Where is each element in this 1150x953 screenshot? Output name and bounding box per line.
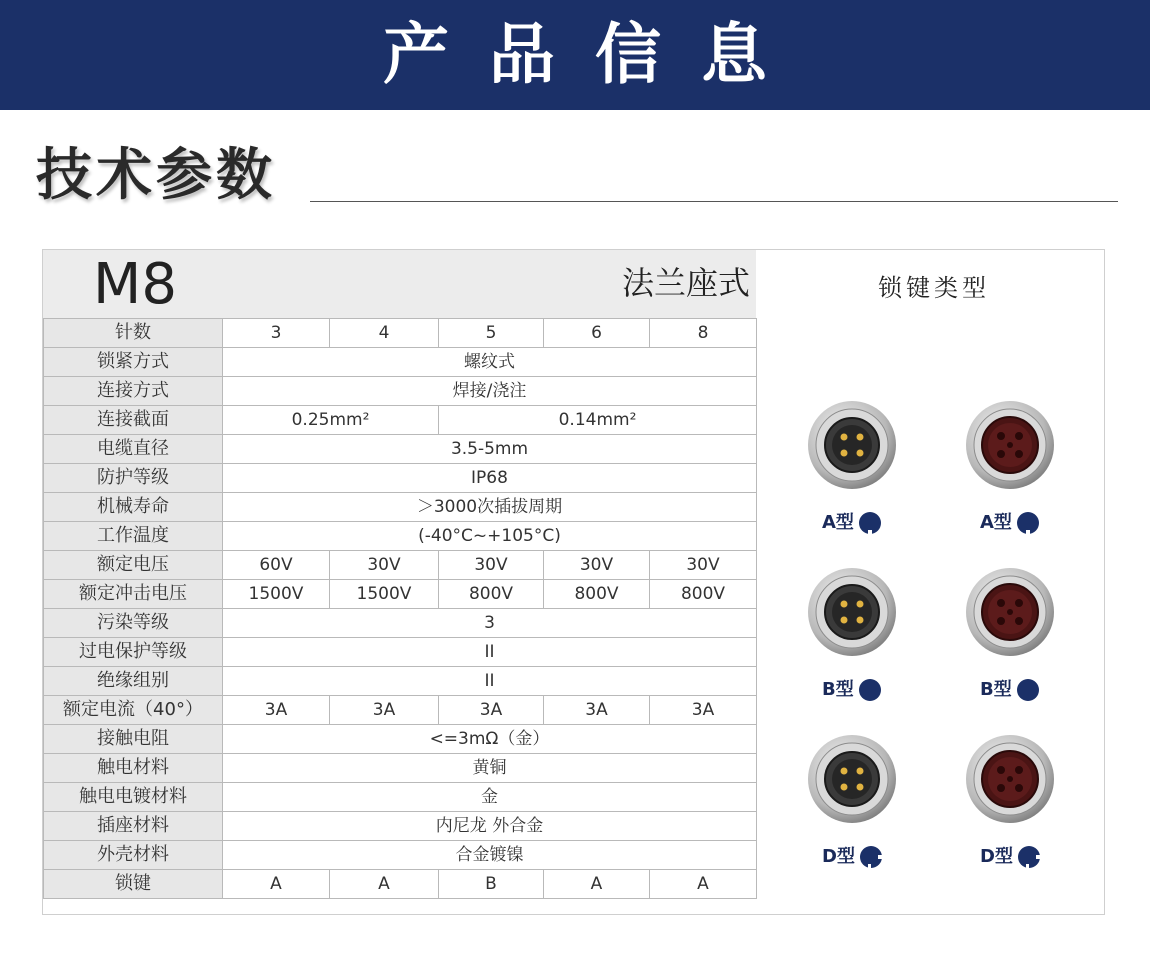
model-name: M8 <box>93 252 177 317</box>
pin-count-cell: 5 <box>439 319 544 348</box>
key-type-label <box>980 511 1040 535</box>
section-divider <box>310 201 1118 202</box>
model-header <box>43 250 756 318</box>
row-label: 插座材料 <box>44 812 223 841</box>
value-cell: 金 <box>223 783 757 812</box>
value-cell: (-40°C~+105°C) <box>223 522 757 551</box>
value-cell: 1500V <box>330 580 439 609</box>
header-banner <box>0 0 1150 110</box>
value-cell: 30V <box>330 551 439 580</box>
key-shape-icon <box>858 678 882 702</box>
value-cell: 30V <box>439 551 544 580</box>
table-row <box>44 638 757 667</box>
key-type-text: A型 <box>980 512 1012 533</box>
key-type-title: 锁键类型 <box>878 274 990 302</box>
table-row <box>44 377 757 406</box>
value-cell: 螺纹式 <box>223 348 757 377</box>
connector-male-icon <box>806 399 898 491</box>
banner-title: 产品信息 <box>383 16 807 93</box>
table-row <box>44 725 757 754</box>
value-cell: 800V <box>650 580 757 609</box>
row-label: 额定冲击电压 <box>44 580 223 609</box>
row-label: 防护等级 <box>44 464 223 493</box>
connector-male-icon <box>806 566 898 658</box>
row-label: 触电材料 <box>44 754 223 783</box>
value-cell: A <box>223 870 330 899</box>
table-row <box>44 406 757 435</box>
row-label: 工作温度 <box>44 522 223 551</box>
value-cell: 黄铜 <box>223 754 757 783</box>
key-shape-icon <box>859 845 883 869</box>
pin-count-cell: 3 <box>223 319 330 348</box>
value-cell: II <box>223 638 757 667</box>
row-label: 机械寿命 <box>44 493 223 522</box>
connector-male-icon <box>806 733 898 825</box>
value-cell: 3A <box>650 696 757 725</box>
row-label: 绝缘组别 <box>44 667 223 696</box>
value-cell: A <box>330 870 439 899</box>
section-title: 技术参数 <box>36 143 276 208</box>
pin-count-cell: 6 <box>544 319 650 348</box>
value-cell: 3.5-5mm <box>223 435 757 464</box>
row-label: 连接方式 <box>44 377 223 406</box>
table-row <box>44 580 757 609</box>
value-cell: B <box>439 870 544 899</box>
value-cell: 60V <box>223 551 330 580</box>
table-row <box>44 348 757 377</box>
connector-female-icon <box>964 733 1056 825</box>
connector-female-icon <box>964 399 1056 491</box>
key-type-text: D型 <box>980 846 1013 867</box>
pin-count-cell: 4 <box>330 319 439 348</box>
row-label: 过电保护等级 <box>44 638 223 667</box>
value-cell: 0.14mm² <box>439 406 757 435</box>
key-type-label <box>822 845 883 869</box>
row-label: 电缆直径 <box>44 435 223 464</box>
value-cell: 1500V <box>223 580 330 609</box>
table-row <box>44 319 757 348</box>
pin-count-cell: 8 <box>650 319 757 348</box>
table-row <box>44 551 757 580</box>
value-cell: 合金镀镍 <box>223 841 757 870</box>
value-cell: 0.25mm² <box>223 406 439 435</box>
table-row <box>44 667 757 696</box>
mount-type: 法兰座式 <box>621 264 750 302</box>
connector-female-icon <box>964 566 1056 658</box>
value-cell: II <box>223 667 757 696</box>
row-label: 触电电镀材料 <box>44 783 223 812</box>
row-label: 接触电阻 <box>44 725 223 754</box>
table-row <box>44 609 757 638</box>
row-label: 外壳材料 <box>44 841 223 870</box>
value-cell: 800V <box>544 580 650 609</box>
table-row <box>44 841 757 870</box>
value-cell: A <box>544 870 650 899</box>
key-shape-icon <box>858 511 882 535</box>
key-type-text: B型 <box>980 679 1012 700</box>
table-row <box>44 435 757 464</box>
row-label: 连接截面 <box>44 406 223 435</box>
table-row <box>44 754 757 783</box>
key-type-label <box>822 511 882 535</box>
value-cell: 3 <box>223 609 757 638</box>
value-cell: 30V <box>650 551 757 580</box>
value-cell: <=3mΩ（金） <box>223 725 757 754</box>
table-row <box>44 870 757 899</box>
spec-table <box>43 318 757 899</box>
row-label: 额定电流（40°） <box>44 696 223 725</box>
value-cell: 3A <box>439 696 544 725</box>
table-row <box>44 522 757 551</box>
row-label: 锁键 <box>44 870 223 899</box>
row-label: 锁紧方式 <box>44 348 223 377</box>
key-type-label <box>822 678 882 702</box>
table-row <box>44 464 757 493</box>
row-label: 针数 <box>44 319 223 348</box>
value-cell: 3A <box>544 696 650 725</box>
table-row <box>44 812 757 841</box>
value-cell: 3A <box>330 696 439 725</box>
value-cell: IP68 <box>223 464 757 493</box>
value-cell: 内尼龙 外合金 <box>223 812 757 841</box>
value-cell: 30V <box>544 551 650 580</box>
key-type-label <box>980 845 1041 869</box>
row-label: 污染等级 <box>44 609 223 638</box>
table-row <box>44 696 757 725</box>
value-cell: A <box>650 870 757 899</box>
key-type-label <box>980 678 1040 702</box>
row-label: 额定电压 <box>44 551 223 580</box>
table-row <box>44 493 757 522</box>
key-shape-icon <box>1016 678 1040 702</box>
value-cell: 焊接/浇注 <box>223 377 757 406</box>
key-shape-icon <box>1016 511 1040 535</box>
key-type-text: B型 <box>822 679 854 700</box>
key-type-text: A型 <box>822 512 854 533</box>
table-row <box>44 783 757 812</box>
value-cell: ＞3000次插拔周期 <box>223 493 757 522</box>
key-shape-icon <box>1017 845 1041 869</box>
value-cell: 800V <box>439 580 544 609</box>
value-cell: 3A <box>223 696 330 725</box>
key-type-text: D型 <box>822 846 855 867</box>
